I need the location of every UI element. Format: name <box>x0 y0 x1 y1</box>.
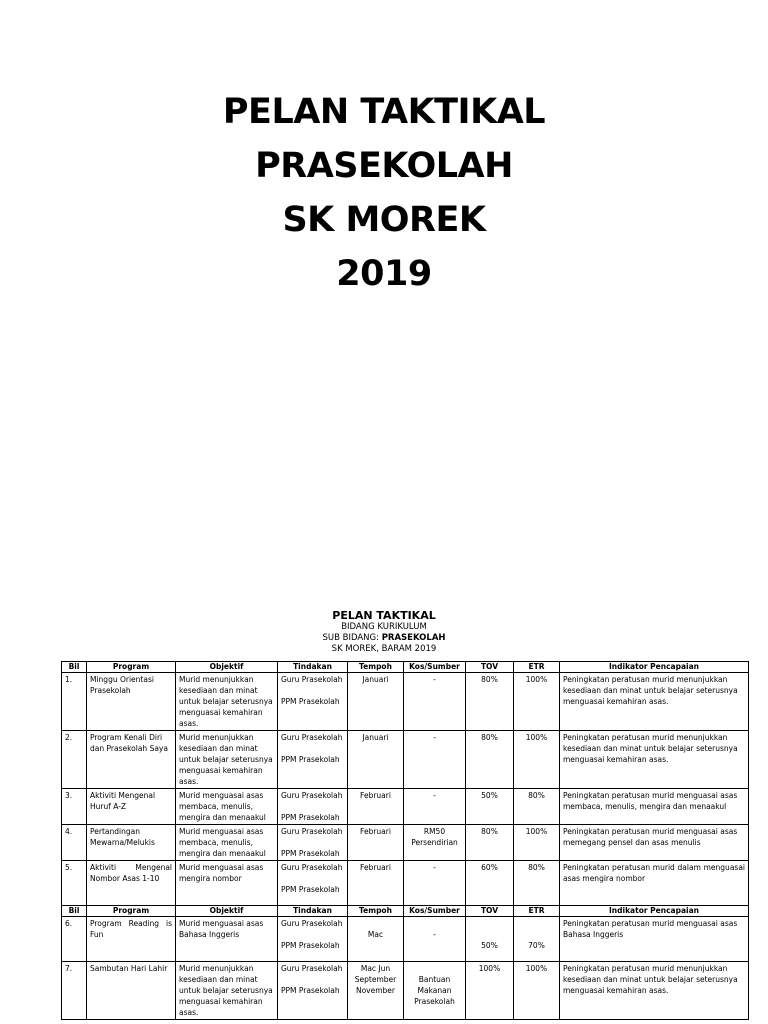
cell-tindakan <box>278 861 348 906</box>
cell-etr: 70% <box>514 917 560 962</box>
cell-indikator: Peningkatan peratusan murid menguasai asas Bahasa Inggeris <box>560 917 749 962</box>
col-objektif: Objektif <box>176 906 278 917</box>
cell-tindakan <box>278 789 348 825</box>
cell-tempoh: Mac Jun September November <box>348 962 404 1020</box>
cell-tindakan <box>278 673 348 731</box>
cell-program: Minggu Orientasi Prasekolah <box>87 673 176 731</box>
plan-title: PELAN TAKTIKAL <box>332 609 436 622</box>
cell-tempoh: Februari <box>348 861 404 906</box>
sub-bidang-value: PRASEKOLAH <box>381 633 446 643</box>
col-etr: ETR <box>514 906 560 917</box>
cell-program: Sambutan Hari Lahir <box>87 962 176 1020</box>
bidang-label: BIDANG KURIKULUM <box>341 622 427 632</box>
cell-etr: 80% <box>514 861 560 906</box>
sub-bidang-line <box>0 633 768 644</box>
cell-objektif: Murid menunjukkan kesediaan dan minat untuk belajar seterusnya menguasai kemahiran asas. <box>176 731 278 789</box>
cell-tindakan <box>278 825 348 861</box>
cell-bil: 2. <box>62 731 87 789</box>
tindakan-ppm: PPM Prasekolah <box>281 697 340 706</box>
col-tov: TOV <box>466 906 514 917</box>
cell-program: Aktiviti Mengenal Huruf A-Z <box>87 789 176 825</box>
tindakan-guru: Guru Prasekolah <box>281 827 343 836</box>
tindakan-guru: Guru Prasekolah <box>281 733 343 742</box>
cell-indikator: Peningkatan peratusan murid dalam menguasai asas mengira nombor <box>560 861 749 906</box>
cell-program: Program Reading is Fun <box>87 917 176 962</box>
cell-indikator: Peningkatan peratusan murid menguasai asas memegang pensel dan asas menulis <box>560 825 749 861</box>
col-bil: Bil <box>62 662 87 673</box>
cover-line-4: 2019 <box>336 254 432 294</box>
table-row <box>62 789 749 825</box>
cell-tempoh: Mac <box>348 917 404 962</box>
table-header-block <box>0 609 768 655</box>
cell-tov: 80% <box>466 731 514 789</box>
tindakan-guru: Guru Prasekolah <box>281 964 343 973</box>
cell-tov: 80% <box>466 673 514 731</box>
school-line: SK MOREK, BARAM 2019 <box>331 644 437 654</box>
cell-indikator: Peningkatan peratusan murid menunjukkan kesediaan dan minat untuk belajar seterusnya menguasai kemahiran asas. <box>560 731 749 789</box>
tindakan-ppm: PPM Prasekolah <box>281 885 340 894</box>
tindakan-guru: Guru Prasekolah <box>281 863 343 872</box>
cell-bil: 7. <box>62 962 87 1020</box>
cover-line-1: PELAN TAKTIKAL <box>222 92 546 132</box>
col-objektif: Objektif <box>176 662 278 673</box>
cell-kos: - <box>404 731 466 789</box>
col-program: Program <box>87 662 176 673</box>
cell-tov: 100% <box>466 962 514 1020</box>
cover-title <box>0 85 768 301</box>
tindakan-ppm: PPM Prasekolah <box>281 755 340 764</box>
cell-tov: 50% <box>466 917 514 962</box>
tindakan-ppm: PPM Prasekolah <box>281 849 340 858</box>
tindakan-ppm: PPM Prasekolah <box>281 941 340 950</box>
cell-objektif: Murid menguasai asas Bahasa Inggeris <box>176 917 278 962</box>
sub-bidang-label: SUB BIDANG: <box>322 633 379 643</box>
cell-objektif: Murid menunjukkan kesediaan dan minat untuk belajar seterusnya menguasai kemahiran asas. <box>176 962 278 1020</box>
col-tempoh: Tempoh <box>348 662 404 673</box>
cell-kos: RM50 Persendirian <box>404 825 466 861</box>
cell-tempoh: Januari <box>348 673 404 731</box>
cell-program: Pertandingan Mewarna/Melukis <box>87 825 176 861</box>
cell-kos: - <box>404 673 466 731</box>
table-row <box>62 962 749 1020</box>
tindakan-ppm: PPM Prasekolah <box>281 986 340 995</box>
cell-objektif: Murid menguasai asas membaca, menulis, mengira dan menaakul <box>176 789 278 825</box>
col-tempoh: Tempoh <box>348 906 404 917</box>
col-tindakan: Tindakan <box>278 662 348 673</box>
cell-tindakan <box>278 731 348 789</box>
cell-etr: 100% <box>514 673 560 731</box>
cell-kos: - <box>404 917 466 962</box>
cell-tempoh: Januari <box>348 731 404 789</box>
cell-bil: 6. <box>62 917 87 962</box>
cover-line-3: SK MOREK <box>282 200 486 240</box>
table-header-row <box>62 662 749 673</box>
cell-tov: 50% <box>466 789 514 825</box>
col-kos: Kos/Sumber <box>404 906 466 917</box>
table-row <box>62 861 749 906</box>
cell-bil: 1. <box>62 673 87 731</box>
table-header-row-repeat <box>62 906 749 917</box>
col-indikator: Indikator Pencapaian <box>560 662 749 673</box>
tindakan-guru: Guru Prasekolah <box>281 919 343 928</box>
tindakan-guru: Guru Prasekolah <box>281 791 343 800</box>
cell-etr: 100% <box>514 825 560 861</box>
cell-objektif: Murid menguasai asas mengira nombor <box>176 861 278 906</box>
cell-tempoh: Februari <box>348 825 404 861</box>
cell-kos: - <box>404 789 466 825</box>
tindakan-ppm: PPM Prasekolah <box>281 813 340 822</box>
cell-program: Program Kenali Diri dan Prasekolah Saya <box>87 731 176 789</box>
cell-program: Aktiviti Mengenal Nombor Asas 1-10 <box>87 861 176 906</box>
cell-bil: 5. <box>62 861 87 906</box>
cell-etr: 100% <box>514 731 560 789</box>
cell-tindakan <box>278 917 348 962</box>
cell-indikator: Peningkatan peratusan murid menguasai asas membaca, menulis, mengira dan menaakul <box>560 789 749 825</box>
cell-objektif: Murid menguasai asas membaca, menulis, mengira dan menaakul <box>176 825 278 861</box>
col-kos: Kos/Sumber <box>404 662 466 673</box>
cell-tov: 80% <box>466 825 514 861</box>
table-row <box>62 917 749 962</box>
col-indikator: Indikator Pencapaian <box>560 906 749 917</box>
cell-tempoh: Februari <box>348 789 404 825</box>
cell-indikator: Peningkatan peratusan murid menunjukkan kesediaan dan minat untuk belajar seterusnya menguasai kemahiran asas. <box>560 673 749 731</box>
cell-etr: 100% <box>514 962 560 1020</box>
cell-tindakan <box>278 962 348 1020</box>
cell-objektif: Murid menunjukkan kesediaan dan minat untuk belajar seterusnya menguasai kemahiran asas. <box>176 673 278 731</box>
cover-line-2: PRASEKOLAH <box>255 146 513 186</box>
tindakan-guru: Guru Prasekolah <box>281 675 343 684</box>
table-row <box>62 825 749 861</box>
col-bil: Bil <box>62 906 87 917</box>
table-row <box>62 673 749 731</box>
table-row <box>62 731 749 789</box>
col-tov: TOV <box>466 662 514 673</box>
cell-etr: 80% <box>514 789 560 825</box>
cell-kos: - <box>404 861 466 906</box>
cell-indikator: Peningkatan peratusan murid menunjukkan kesediaan dan minat untuk belajar seterusnya menguasai kemahiran asas. <box>560 962 749 1020</box>
tactical-plan-table <box>61 661 749 1020</box>
cell-tov: 60% <box>466 861 514 906</box>
col-program: Program <box>87 906 176 917</box>
col-etr: ETR <box>514 662 560 673</box>
cell-bil: 4. <box>62 825 87 861</box>
cell-kos: Bantuan Makanan Prasekolah <box>404 962 466 1020</box>
col-tindakan: Tindakan <box>278 906 348 917</box>
cell-bil: 3. <box>62 789 87 825</box>
